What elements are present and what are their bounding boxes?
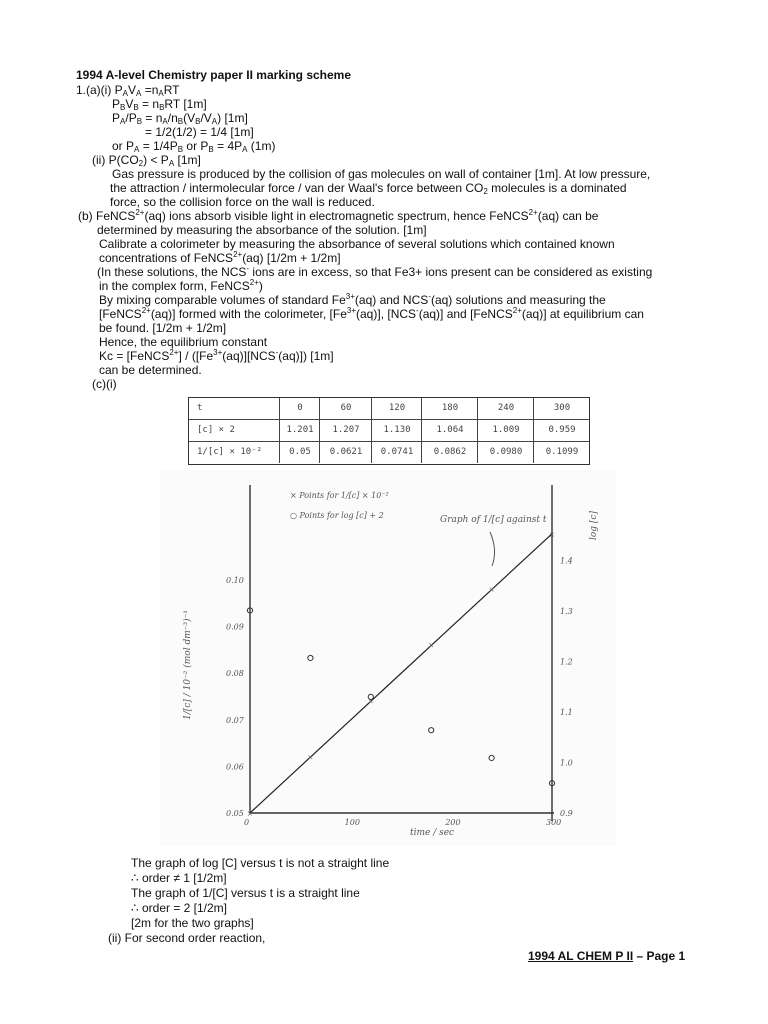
part-b-line-2: determined by measuring the absorbance of the solution. [1m] bbox=[97, 223, 427, 237]
y2-axis-label: log [c] bbox=[589, 511, 599, 540]
part-a-line-2: $P_BV_B = n_BRT$ [1m] bbox=[112, 97, 207, 112]
document-title: 1994 A-level Chemistry paper II marking scheme bbox=[76, 68, 352, 82]
table-cell: 1.064 bbox=[421, 420, 478, 441]
part-c-heading: (c)(i) bbox=[92, 377, 117, 391]
data-point-inverse-c: × bbox=[367, 697, 374, 706]
conclusion-line-1: The graph of log [C] versus t is not a straight line bbox=[131, 856, 390, 870]
y-tick-label: 0.05 bbox=[226, 809, 244, 818]
table-cell: 300 bbox=[533, 398, 590, 419]
table-cell: 240 bbox=[477, 398, 534, 419]
graph-paper bbox=[160, 470, 616, 846]
data-point-inverse-c: × bbox=[307, 753, 314, 762]
legend-entry: × Points for 1/[c] × 10⁻² bbox=[290, 491, 389, 500]
table-cell: 0.1099 bbox=[533, 442, 590, 463]
y2-tick-label: 0.9 bbox=[560, 809, 573, 818]
part-b-line-3: Calibrate a colorimeter by measuring the absorbance of several solutions which contained known bbox=[99, 237, 615, 251]
legend-entry: ○ Points for log [c] + 2 bbox=[290, 511, 384, 520]
data-point-inverse-c: × bbox=[549, 530, 555, 539]
x-axis-label: time / sec bbox=[410, 828, 455, 838]
table-cell: 180 bbox=[421, 398, 478, 419]
table-cell: 0.0741 bbox=[371, 442, 422, 463]
y-tick-label: 0.06 bbox=[226, 762, 244, 772]
conclusion-line-3: The graph of 1/[C] versus t is a straight line bbox=[131, 886, 360, 900]
table-cell: [c] × 2 bbox=[197, 425, 235, 435]
table-cell: 0.0862 bbox=[421, 442, 478, 463]
conclusion-line-5: [2m for the two graphs] bbox=[131, 916, 254, 930]
y-tick-label: 0.08 bbox=[226, 669, 244, 679]
data-table bbox=[188, 397, 590, 465]
page-footer bbox=[528, 949, 685, 963]
data-point-inverse-c: × bbox=[488, 586, 495, 595]
x-tick-label: 0 bbox=[244, 818, 250, 827]
table-cell: 120 bbox=[371, 398, 422, 419]
part-b-line-1: (b) FeNCS$^{2+}$(aq) ions absorb visible light in electromagnetic spectrum, hence FeNCS$^{2+}$(aq) can be bbox=[78, 208, 599, 223]
y-tick-label: 0.10 bbox=[226, 575, 244, 585]
part-b-line-6: in the complex form, FeNCS$^{2+}$) bbox=[99, 278, 263, 293]
table-cell: 1.201 bbox=[279, 420, 320, 441]
conclusion-line-4: ∴ order = 2 [1/2m] bbox=[131, 901, 228, 915]
part-a-ii-text-2: the attraction / intermolecular force / van der Waal's force between $CO_2$ molecules is a dominated bbox=[110, 181, 627, 196]
table-cell: 1/[c] × 10⁻² bbox=[197, 447, 263, 457]
x-tick-label: 300 bbox=[546, 818, 562, 827]
part-b-line-10: Hence, the equilibrium constant bbox=[99, 335, 268, 349]
table-cell: 60 bbox=[319, 398, 372, 419]
x-tick-label: 100 bbox=[344, 818, 360, 827]
y2-tick-label: 1.0 bbox=[560, 758, 573, 768]
conclusion-line-2: ∴ order ≠ 1 [1/2m] bbox=[131, 871, 227, 885]
part-b-line-11: Kc = [FeNCS$^{2+}$] / $([Fe^{3+}(aq)][NCS^-(aq)])$ [1m] bbox=[99, 348, 334, 363]
table-row bbox=[189, 398, 589, 420]
table-cell: 0.0980 bbox=[477, 442, 534, 463]
footer-suffix: – Page 1 bbox=[633, 949, 686, 963]
table-cell: 1.009 bbox=[477, 420, 534, 441]
conclusion-line-6: (ii) For second order reaction, bbox=[108, 931, 266, 945]
graph-annotation: Graph of 1/[c] against t bbox=[440, 515, 547, 525]
part-a-line-5: or $P_A = 1/4P_B$ or $P_B = 4P_A$ (1m) bbox=[112, 139, 276, 154]
table-cell: 0.05 bbox=[279, 442, 320, 463]
table-cell: t bbox=[197, 403, 203, 413]
y-tick-label: 0.07 bbox=[226, 715, 244, 725]
y-axis-label: 1/[c] / 10⁻² (mol dm⁻³)⁻¹ bbox=[183, 610, 193, 720]
part-a-ii: (ii) $P(CO_2) < P_A$ [1m] bbox=[92, 153, 201, 168]
part-b-line-7: By mixing comparable volumes of standard $Fe^{3+}(aq)$ and NCS-(aq) solutions and measuring the bbox=[99, 292, 606, 307]
y2-tick-label: 1.1 bbox=[560, 708, 573, 717]
part-a-line-3: $P_A/P_B = n_A/n_B(V_B/V_A)$ [1m] bbox=[112, 111, 248, 126]
part-a-ii-text-1: Gas pressure is produced by the collision of gas molecules on wall of container [1m]. At low pressure, bbox=[112, 167, 651, 181]
table-cell: 0.959 bbox=[533, 420, 590, 441]
table-row bbox=[189, 420, 589, 442]
footer-label: 1994 AL CHEM P II bbox=[528, 949, 634, 963]
part-a-ii-text-3: force, so the collision force on the wall is reduced. bbox=[110, 195, 375, 209]
part-b-line-9: be found. [1/2m + 1/2m] bbox=[99, 321, 227, 335]
part-b-line-12: can be determined. bbox=[99, 363, 202, 377]
part-b-line-5: (In these solutions, the NCS- ions are in excess, so that Fe3+ ions present can be considered as existing bbox=[97, 264, 653, 279]
x-tick-label: 200 bbox=[445, 818, 461, 827]
part-b-line-4: concentrations of FeNCS$^{2+}$(aq) [1/2m + 1/2m] bbox=[99, 250, 341, 265]
y2-tick-label: 1.2 bbox=[560, 657, 573, 667]
part-a-line-4: = 1/2(1/2) = 1/4 [1m] bbox=[145, 125, 254, 139]
table-cell: 1.130 bbox=[371, 420, 422, 441]
data-point-inverse-c: × bbox=[247, 810, 253, 818]
rate-graph bbox=[160, 470, 616, 846]
table-cell: 1.207 bbox=[319, 420, 372, 441]
part-b-line-8: [FeNCS$^{2+}$(aq)] formed with the colorimeter, $[Fe^{3+}(aq)]$, [NCS-(aq)] and [FeNCS$^{2+}$(aq)] at equilibrium can bbox=[99, 306, 644, 321]
data-point-inverse-c: × bbox=[428, 641, 435, 650]
y2-tick-label: 1.4 bbox=[560, 556, 573, 566]
table-row bbox=[189, 442, 589, 463]
y2-tick-label: 1.3 bbox=[560, 607, 573, 616]
y-tick-label: 0.09 bbox=[226, 622, 244, 632]
table-cell: 0.0621 bbox=[319, 442, 372, 463]
part-a-line-1: 1.(a)(i) $P_AV_A =n_ART$ bbox=[76, 83, 180, 98]
table-cell: 0 bbox=[279, 398, 320, 419]
